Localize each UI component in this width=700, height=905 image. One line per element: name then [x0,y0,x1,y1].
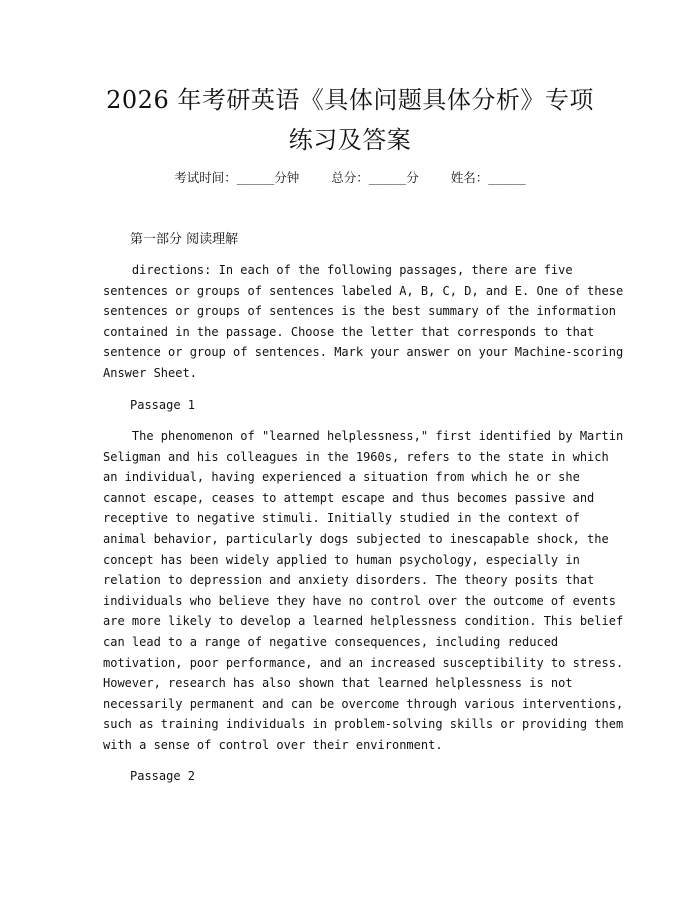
document-title [60,80,640,160]
title-line-2: 练习及答案 [288,126,412,154]
exam-time-field: 考试时间：______分钟 [174,170,300,185]
passage-2-label: Passage 2 [130,769,196,783]
exam-info-row [0,168,700,188]
title-line-1: 2026 年考研英语《具体问题具体分析》专项 [106,86,594,114]
directions-paragraph: directions: In each of the following passages, there are five sentences or groups of sentences labeled A, B, C, D, and E. One of these sentences or groups of sentences is the best summary of the information contained in the passage. Choose the letter that corresponds to that sentence or group of sentences. Mark your answer on your Machine-scoring Answer Sheet. [103,263,624,380]
passage-1-label: Passage 1 [130,398,196,412]
section-heading: 第一部分 阅读理解 [130,232,239,247]
name-field: 姓名：______ [450,170,526,185]
passage-1-text: The phenomenon of "learned helplessness," first identified by Martin Seligman and his colleagues in the 1960s, refers to the state in which an individual, having experienced a situation from which he or she cannot escape, ceases to attempt escape and thus becomes passive and receptive to negative stimuli. Initially studied in the context of animal behavior, particularly dogs subjected to inescapable shock, the concept has been widely applied to human psychology, especially in relation to depression and anxiety disorders. The theory posits that individuals who believe they have no control over the outcome of events are more likely to develop a learned helplessness condition. This belief can lead to a range of negative consequences, including reduced motivation, poor performance, and an increased susceptibility to stress. However, research has also shown that learned helplessness is not necessarily permanent and can be overcome through various interventions, such as training individuals in problem-solving skills or providing them with a sense of control over their environment. [103,429,624,752]
total-score-field: 总分：______分 [331,170,419,185]
